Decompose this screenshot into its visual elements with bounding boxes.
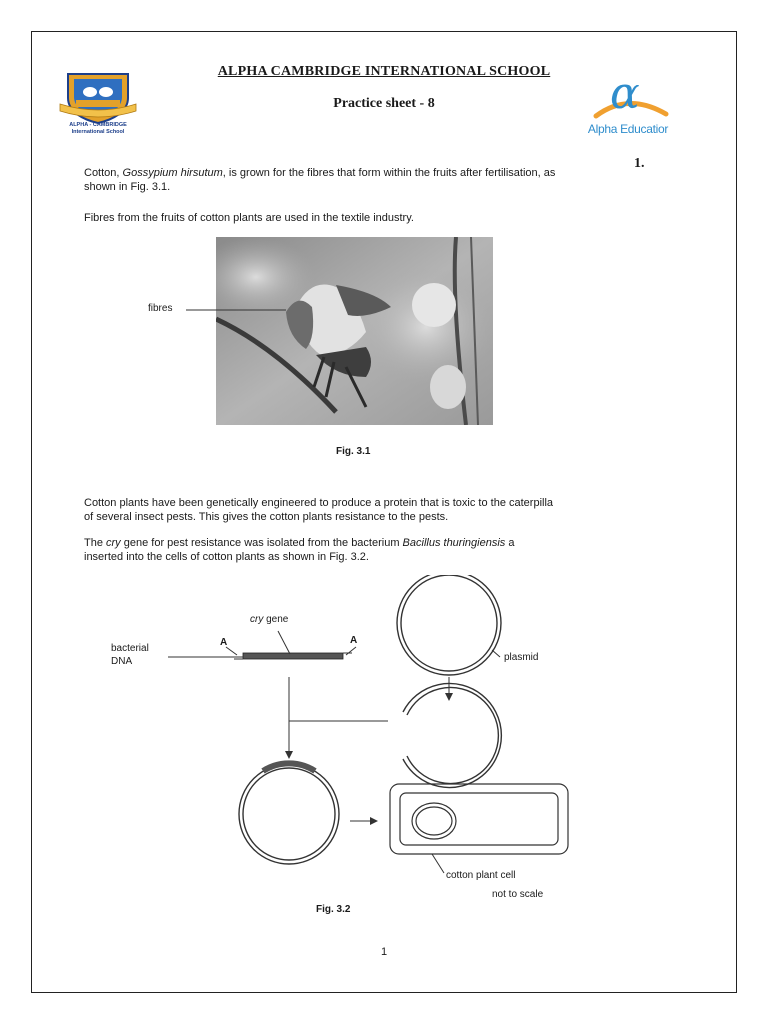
alpha-symbol-icon <box>582 64 674 124</box>
gene-name: cry <box>106 537 121 549</box>
cry-gene-paragraph <box>84 536 514 564</box>
restriction-site-label-left: A <box>220 637 228 648</box>
text: shown in Fig. 3.1. <box>84 181 171 193</box>
school-name: ALPHA CAMBRIDGE INTERNATIONAL SCHOOL <box>217 64 551 79</box>
text: inserted into the cells of cotton plants as shown in Fig. 3.2. <box>84 551 369 563</box>
text: The <box>84 537 107 549</box>
alpha-education-text: Alpha Educatior <box>587 122 669 136</box>
text: gene for pest resistance was isolated from the bacterium <box>120 537 403 549</box>
intro-paragraph-1 <box>84 166 555 194</box>
crest-label: ALPHA - CAMBRIDGE International School <box>69 122 127 135</box>
bacterial-dna-label <box>111 642 149 668</box>
figure-3-1-caption: Fig. 3.1 <box>336 446 371 457</box>
plasmid-label: plasmid <box>504 652 539 663</box>
question-number: 1. <box>634 156 645 171</box>
arrow-right-icon <box>370 817 378 825</box>
arrow-down-icon <box>285 751 293 759</box>
plasmid-circle <box>397 575 501 675</box>
restriction-site-label-right: A <box>350 635 358 646</box>
recombinant-plasmid <box>239 764 339 864</box>
bacterium-name: Bacillus thuringiensis <box>402 537 506 549</box>
inserted-gene <box>263 763 315 771</box>
not-to-scale-note: not to scale <box>492 889 544 900</box>
text: DNA <box>111 656 133 667</box>
text: gene <box>263 614 289 625</box>
text: a <box>505 537 515 549</box>
cry-gene-segment <box>243 653 343 659</box>
svg-text:α: α <box>610 68 640 119</box>
species-name: Gossypium hirsutum <box>122 167 223 179</box>
cotton-boll-photo <box>216 237 493 425</box>
cotton-plant-cell-label: cotton plant cell <box>446 870 516 881</box>
sheet-title: Practice sheet - 8 <box>333 96 435 111</box>
text: , is grown for the fibres that form within the fruits after fertilisation, as <box>222 167 556 179</box>
engineering-paragraph <box>84 496 553 524</box>
cry-gene-label <box>250 614 288 625</box>
genetic-engineering-diagram <box>100 575 620 915</box>
arrow-down-icon <box>445 693 453 701</box>
text: of several insect pests. This gives the cotton plants resistance to the pests. <box>84 511 449 523</box>
cell-nucleus <box>412 803 456 839</box>
text: Cotton plants have been genetically engineered to produce a protein that is toxic to the caterpilla <box>84 497 554 509</box>
intro-paragraph-2: Fibres from the fruits of cotton plants are used in the textile industry. <box>84 212 414 224</box>
gene-name: cry <box>250 614 264 625</box>
alpha-education-logo <box>582 64 674 144</box>
cut-plasmid <box>403 684 501 788</box>
text: Cotton, <box>84 167 123 179</box>
fibres-pointer-line <box>186 308 286 312</box>
page-number: 1 <box>380 946 388 958</box>
figure-3-2-caption: Fig. 3.2 <box>316 904 351 915</box>
fibres-label: fibres <box>148 303 173 314</box>
text: bacterial <box>111 643 149 654</box>
